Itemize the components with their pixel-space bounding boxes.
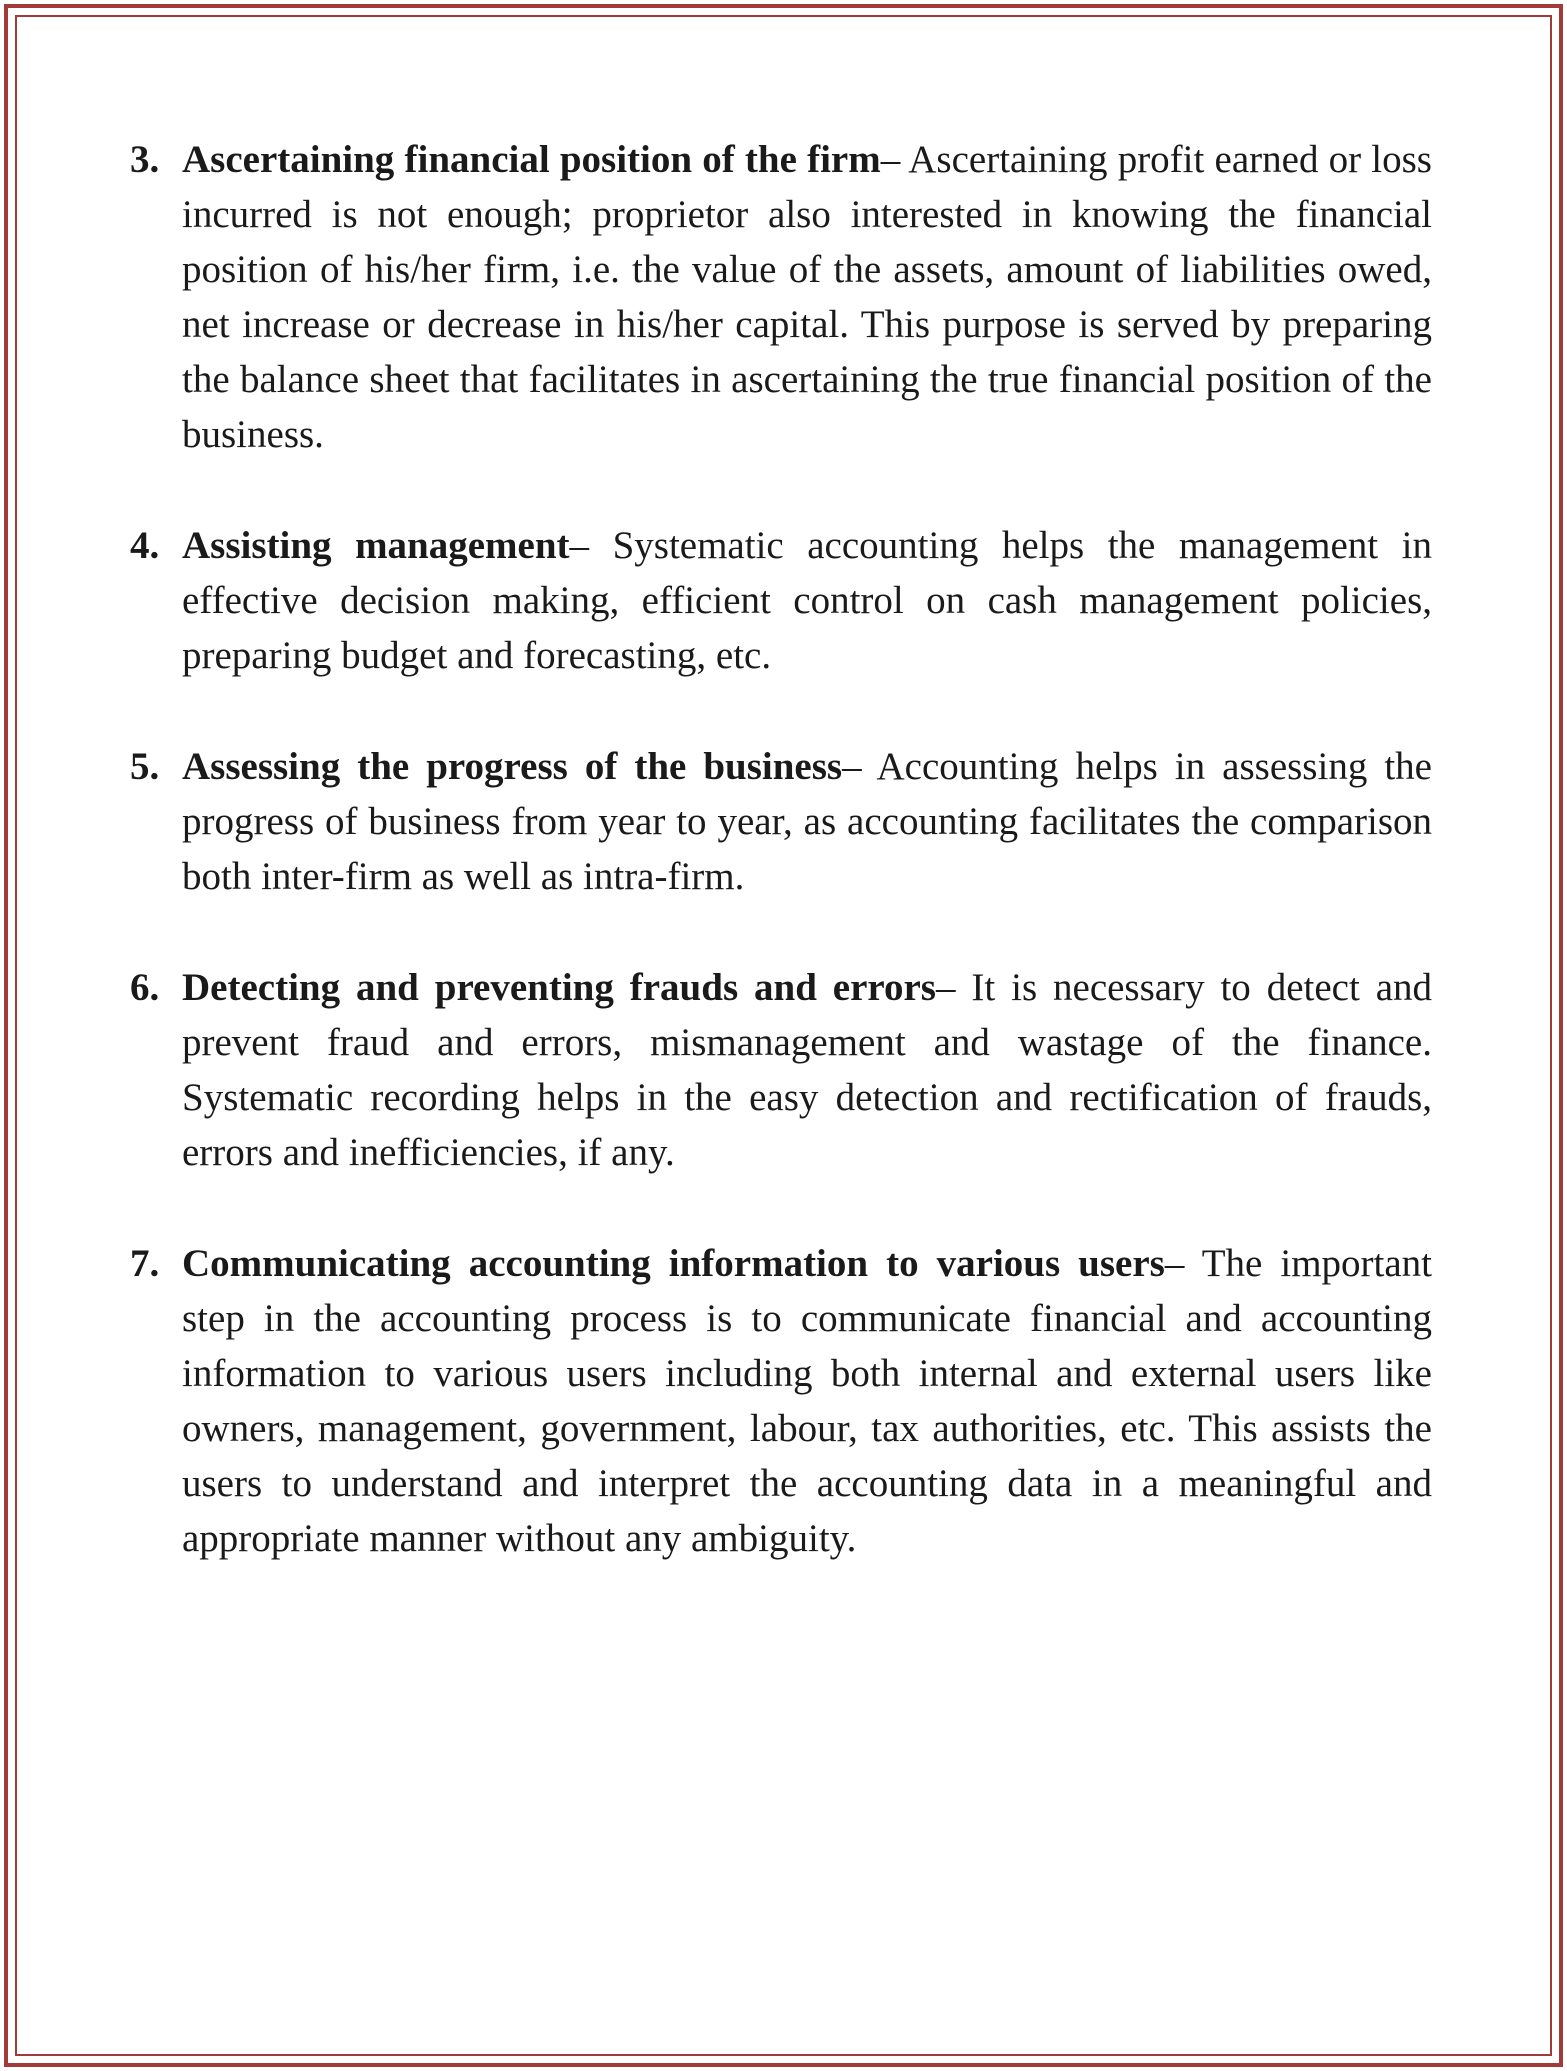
document-body	[130, 132, 1432, 1566]
list-item-3	[130, 132, 1432, 462]
item-number: 5.	[130, 745, 160, 788]
item-dash: –	[569, 524, 613, 567]
item-title: Assessing the progress of the business	[182, 745, 843, 788]
item-text: Accounting helps in assessing the progress of business from year to year, as accounting facilitates the comparison both inter-firm as well as intra-firm.	[182, 745, 1432, 898]
item-text: It is necessary to detect and prevent fraud and errors, mismanagement and wastage of the finance. Systematic recording helps in the easy detection and rectification of frauds, errors and inefficiencies, if any.	[182, 966, 1433, 1174]
item-dash: –	[1164, 1242, 1202, 1285]
item-title: Communicating accounting information to various users	[182, 1242, 1165, 1285]
list-item-7	[130, 1236, 1432, 1566]
item-text: Ascertaining profit earned or loss incurred is not enough; proprietor also interested in knowing the financial position of his/her firm, i.e. the value of the assets, amount of liabilities owed, net increase or decrease in his/her capital. This purpose is served by preparing the balance sheet that facilitates in ascertaining the true financial position of the business.	[182, 138, 1432, 456]
list-item-6	[130, 960, 1432, 1180]
item-text: The important step in the accounting process is to communicate financial and accounting information to various users including both internal and external users like owners, management, government, labour, tax authorities, etc. This assists the users to understand and interpret the accounting data in a meaningful and appropriate manner without any ambiguity.	[182, 1242, 1433, 1560]
item-dash: –	[880, 138, 909, 181]
item-number: 6.	[130, 966, 160, 1009]
item-title: Detecting and preventing frauds and errors	[182, 966, 936, 1009]
item-number: 4.	[130, 524, 160, 567]
item-dash: –	[936, 966, 972, 1009]
item-title: Assisting management	[182, 524, 570, 567]
item-number: 7.	[130, 1242, 160, 1285]
list-item-4	[130, 518, 1432, 683]
list-item-5	[130, 739, 1432, 904]
item-number: 3.	[130, 138, 160, 181]
item-title: Ascertaining financial position of the firm	[182, 138, 881, 181]
item-dash: –	[842, 745, 877, 788]
item-text: Systematic accounting helps the management in effective decision making, efficient control on cash management policies, preparing budget and forecasting, etc.	[182, 524, 1433, 677]
